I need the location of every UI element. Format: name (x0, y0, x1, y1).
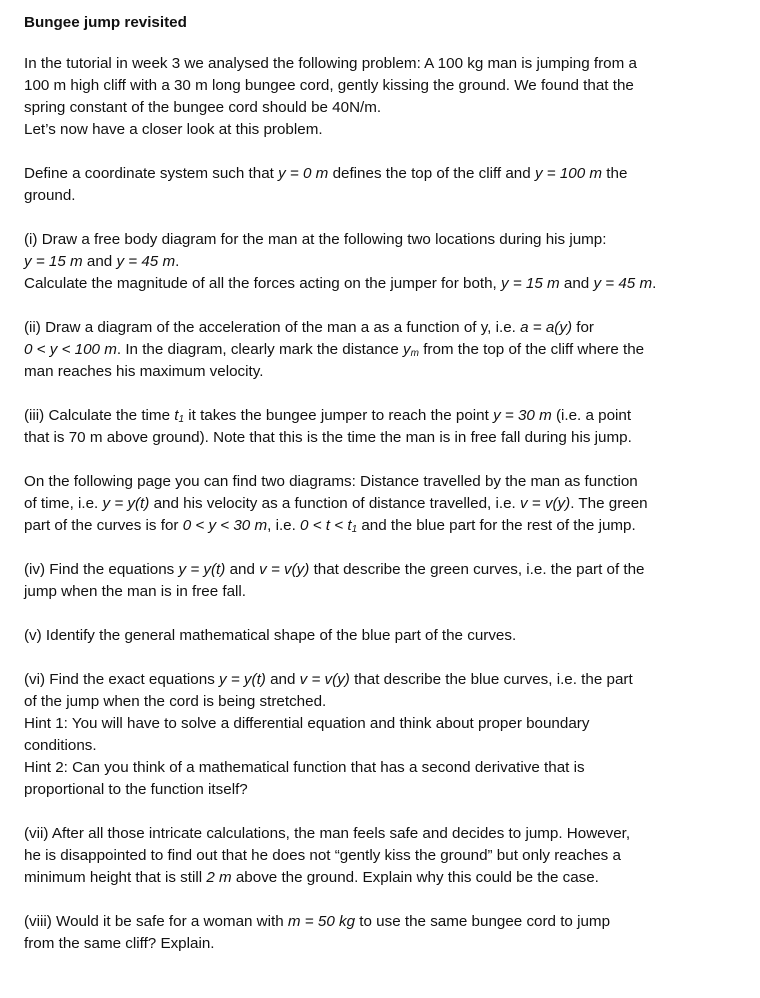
math-expression: y = y(t) (178, 561, 226, 578)
text: (iii) Calculate the time (24, 407, 175, 424)
math-symbol: y (403, 341, 411, 358)
intro-line: Let’s now have a closer look at this problem. (24, 121, 323, 138)
text: the (602, 165, 628, 182)
intro-paragraph (24, 53, 738, 141)
text: from the same cliff? Explain. (24, 935, 215, 952)
math-expression: y = 15 m (24, 253, 83, 270)
text: minimum height that is still (24, 869, 207, 886)
text: part of the curves is for (24, 517, 183, 534)
question-viii (24, 911, 738, 955)
text: . (175, 253, 180, 270)
text: and his velocity as a function of distance travelled, i.e. (149, 495, 520, 512)
subscript: m (410, 348, 419, 359)
hint-1: conditions. (24, 737, 97, 754)
math-expression: y = 100 m (534, 165, 603, 182)
coordinate-paragraph (24, 163, 738, 207)
text: that is 70 m above ground). Note that this is the time the man is in free fall during his jump. (24, 429, 632, 446)
hint-2: Hint 2: Can you think of a mathematical function that has a second derivative that is (24, 759, 585, 776)
math-expression: v = v(y) (259, 561, 310, 578)
math-expression: y = y(t) (102, 495, 150, 512)
text: that describe the green curves, i.e. the part of the (309, 561, 645, 578)
text: man reaches his maximum velocity. (24, 363, 264, 380)
text: On the following page you can find two diagrams: Distance travelled by the man as function (24, 473, 638, 490)
text: (i.e. a point (551, 407, 632, 424)
text: . (652, 275, 657, 292)
text: Define a coordinate system such that (24, 165, 279, 182)
intro-line: 100 m high cliff with a 30 m long bungee cord, gently kissing the ground. We found that the (24, 77, 634, 94)
text: Calculate the magnitude of all the forces acting on the jumper for both, (24, 275, 501, 292)
text: jump when the man is in free fall. (24, 583, 247, 600)
math-expression: 2 m (206, 869, 232, 886)
text: and (559, 275, 594, 292)
math-expression: 0 < y < 100 m (24, 341, 117, 358)
text: he is disappointed to find out that he does not “gently kiss the ground” but only reaches a (24, 847, 621, 864)
math-expression: 0 < y < 30 m (182, 517, 268, 534)
text: to use the same bungee cord to jump (355, 913, 611, 930)
math-expression: v = v(y) (299, 671, 350, 688)
text: . The green (570, 495, 648, 512)
math-symbol: 0 < t < t (300, 517, 352, 534)
math-expression: y = y(t) (219, 671, 266, 688)
math-expression: y = 0 m (278, 165, 329, 182)
math-expression (403, 341, 419, 358)
text: (vii) After all those intricate calculations, the man feels safe and decides to jump. However, (24, 825, 631, 842)
text: of the jump when the cord is being stretched. (24, 693, 327, 710)
math-expression: v = v(y) (519, 495, 571, 512)
text: (ii) Draw a diagram of the acceleration of the man a as a function of y, i.e. (24, 319, 521, 336)
question-i (24, 229, 738, 295)
document-title: Bungee jump revisited (24, 14, 187, 31)
text: of time, i.e. (24, 495, 103, 512)
math-expression: y = 15 m (501, 275, 560, 292)
hint-1: Hint 1: You will have to solve a differential equation and think about proper boundary (24, 715, 590, 732)
text: (v) Identify the general mathematical shape of the blue part of the curves. (24, 627, 517, 644)
text: defines the top of the cliff and (328, 165, 535, 182)
question-ii (24, 317, 738, 383)
math-symbol: t (174, 407, 179, 424)
math-expression: m = 50 kg (287, 913, 356, 930)
text: that describe the blue curves, i.e. the part (349, 671, 633, 688)
subscript: 1 (351, 524, 358, 535)
question-v (24, 625, 738, 647)
question-vi (24, 669, 738, 801)
math-expression (174, 407, 184, 424)
math-expression: y = 30 m (493, 407, 552, 424)
text: ground. (24, 187, 76, 204)
math-expression: y = 45 m (116, 253, 176, 270)
text: and (82, 253, 117, 270)
math-expression: y = 45 m (593, 275, 653, 292)
text: it takes the bungee jumper to reach the point (184, 407, 494, 424)
question-iii (24, 405, 738, 449)
math-expression: a = a(y) (520, 319, 573, 336)
text: (viii) Would it be safe for a woman with (24, 913, 288, 930)
text: (iv) Find the equations (24, 561, 179, 578)
text: (vi) Find the exact equations (24, 671, 220, 688)
text: from the top of the cliff where the (418, 341, 645, 358)
intro-line: spring constant of the bungee cord should be 40N/m. (24, 99, 382, 116)
question-vii (24, 823, 738, 889)
text: . In the diagram, clearly mark the distance (116, 341, 404, 358)
text: (i) Draw a free body diagram for the man at the following two locations during his jump: (24, 231, 607, 248)
subscript: 1 (178, 414, 185, 425)
text: , i.e. (267, 517, 301, 534)
text: above the ground. Explain why this could be the case. (231, 869, 599, 886)
question-iv (24, 559, 738, 603)
text: and the blue part for the rest of the jump. (357, 517, 636, 534)
text: and (225, 561, 260, 578)
diagrams-paragraph (24, 471, 738, 537)
hint-2: proportional to the function itself? (24, 781, 248, 798)
text: for (572, 319, 594, 336)
math-expression (300, 517, 357, 534)
intro-line: In the tutorial in week 3 we analysed the following problem: A 100 kg man is jumping from a (24, 55, 637, 72)
document-page (24, 12, 738, 977)
text: and (265, 671, 300, 688)
